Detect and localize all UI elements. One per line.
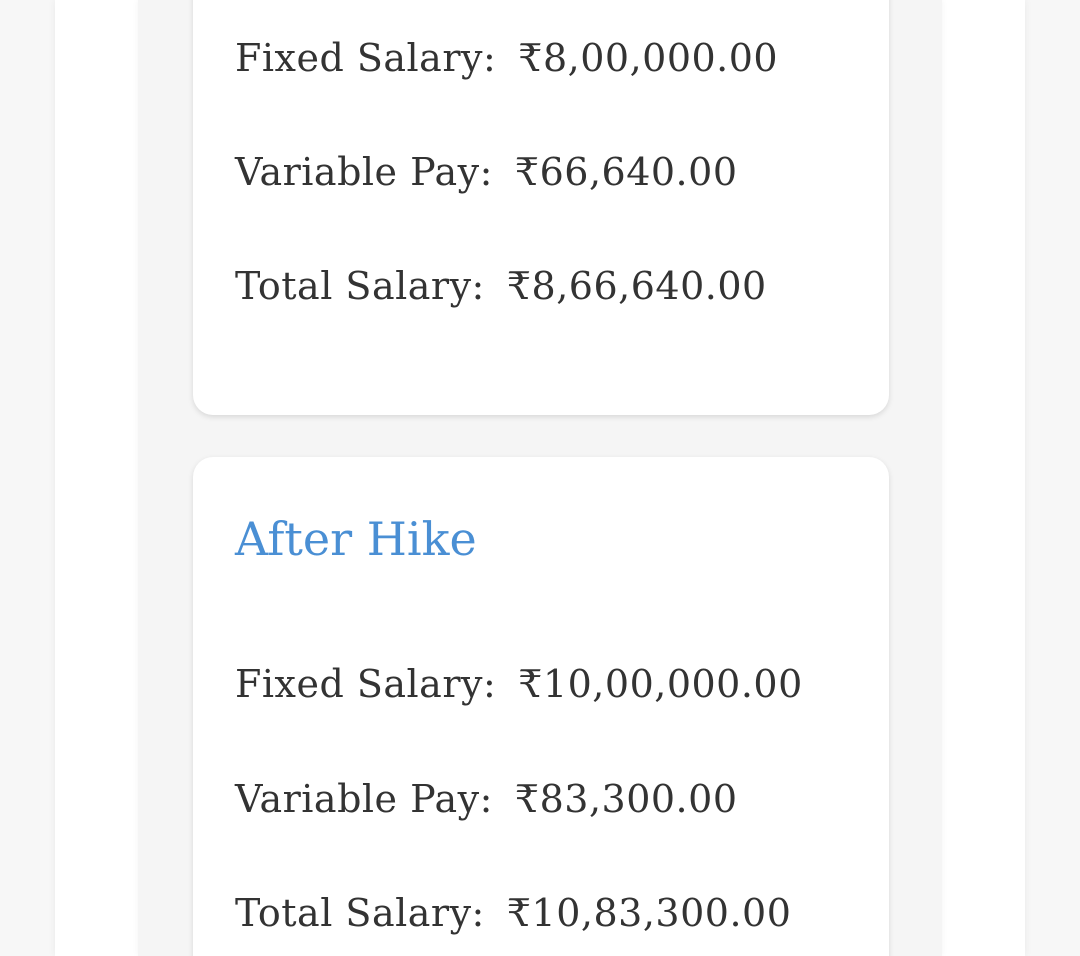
after-variable-pay-row <box>235 777 738 821</box>
after-fixed-salary-value: ₹10,00,000.00 <box>518 662 803 706</box>
total-salary-value: ₹8,66,640.00 <box>506 264 767 308</box>
variable-pay-label: Variable Pay: <box>235 150 493 194</box>
after-total-salary-value: ₹10,83,300.00 <box>506 891 792 935</box>
total-salary-label: Total Salary: <box>235 264 485 308</box>
after-variable-pay-label: Variable Pay: <box>235 777 493 821</box>
after-total-salary-row <box>235 891 791 935</box>
total-salary-row <box>235 264 767 308</box>
after-variable-pay-value: ₹83,300.00 <box>514 777 738 821</box>
after-hike-card <box>193 457 889 956</box>
variable-pay-row <box>235 150 738 194</box>
after-fixed-salary-label: Fixed Salary: <box>235 662 497 706</box>
current-salary-card <box>193 0 889 415</box>
fixed-salary-label: Fixed Salary: <box>235 36 497 80</box>
after-total-salary-label: Total Salary: <box>235 891 485 935</box>
fixed-salary-row <box>235 36 778 80</box>
variable-pay-value: ₹66,640.00 <box>514 150 738 194</box>
after-fixed-salary-row <box>235 662 803 706</box>
fixed-salary-value: ₹8,00,000.00 <box>518 36 779 80</box>
after-hike-title: After Hike <box>235 512 477 566</box>
